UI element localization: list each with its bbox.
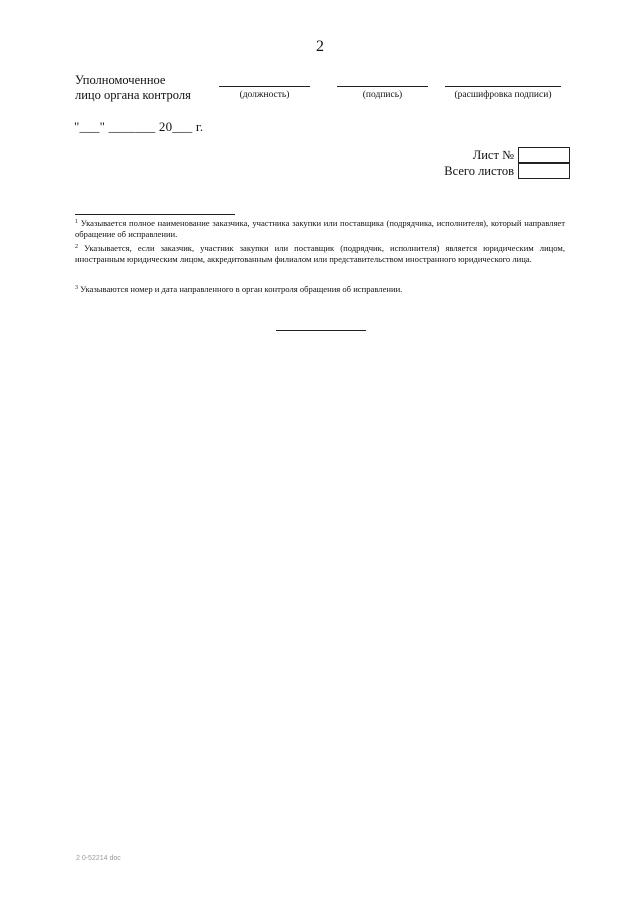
position-signature-line — [219, 86, 310, 87]
footnote-2-mark: 2 — [75, 244, 78, 250]
position-caption: (должность) — [239, 90, 290, 100]
end-of-document-line — [276, 330, 366, 331]
page-number: 2 — [316, 38, 324, 55]
signature-caption: (подпись) — [362, 90, 403, 100]
file-name: 2 0-52214 doc — [76, 855, 121, 862]
total-sheets-label: Всего листов — [444, 164, 514, 178]
footnote-2 — [75, 243, 565, 266]
footnote-3 — [75, 284, 565, 295]
sheet-number-box[interactable] — [518, 147, 570, 163]
authorized-person-line1: Уполномоченное — [75, 73, 166, 87]
footnote-3-mark: 3 — [75, 285, 78, 291]
signature-line — [337, 86, 428, 87]
authorized-person-label — [75, 73, 191, 103]
total-sheets-box[interactable] — [518, 163, 570, 179]
footnote-1-text: Указывается полное наименование заказчика, участника закупки или поставщика (подрядчика, исполнителя), который направляет обращение об исправлении. — [75, 218, 565, 240]
signature-transcript-line — [445, 86, 561, 87]
footnote-2-text: Указывается, если заказчик, участник закупки или поставщик (подрядчик, исполнителя) является юридическим лицом, иностранным юридическим лицом, аккредитованным филиалом или представительством иностранного юридического лица. — [75, 243, 565, 265]
signature-transcript-caption: (расшифровка подписи) — [454, 90, 552, 100]
footnote-1-mark: 1 — [75, 219, 78, 225]
authorized-person-line2: лицо органа контроля — [75, 88, 191, 102]
sheet-number-label: Лист № — [472, 148, 514, 162]
footnote-3-text: Указываются номер и дата направленного в орган контроля обращения об исправлении. — [80, 284, 403, 294]
footnote-1 — [75, 218, 565, 241]
footnote-separator — [75, 214, 235, 215]
date-line: "___" _______ 20___ г. — [74, 119, 204, 134]
